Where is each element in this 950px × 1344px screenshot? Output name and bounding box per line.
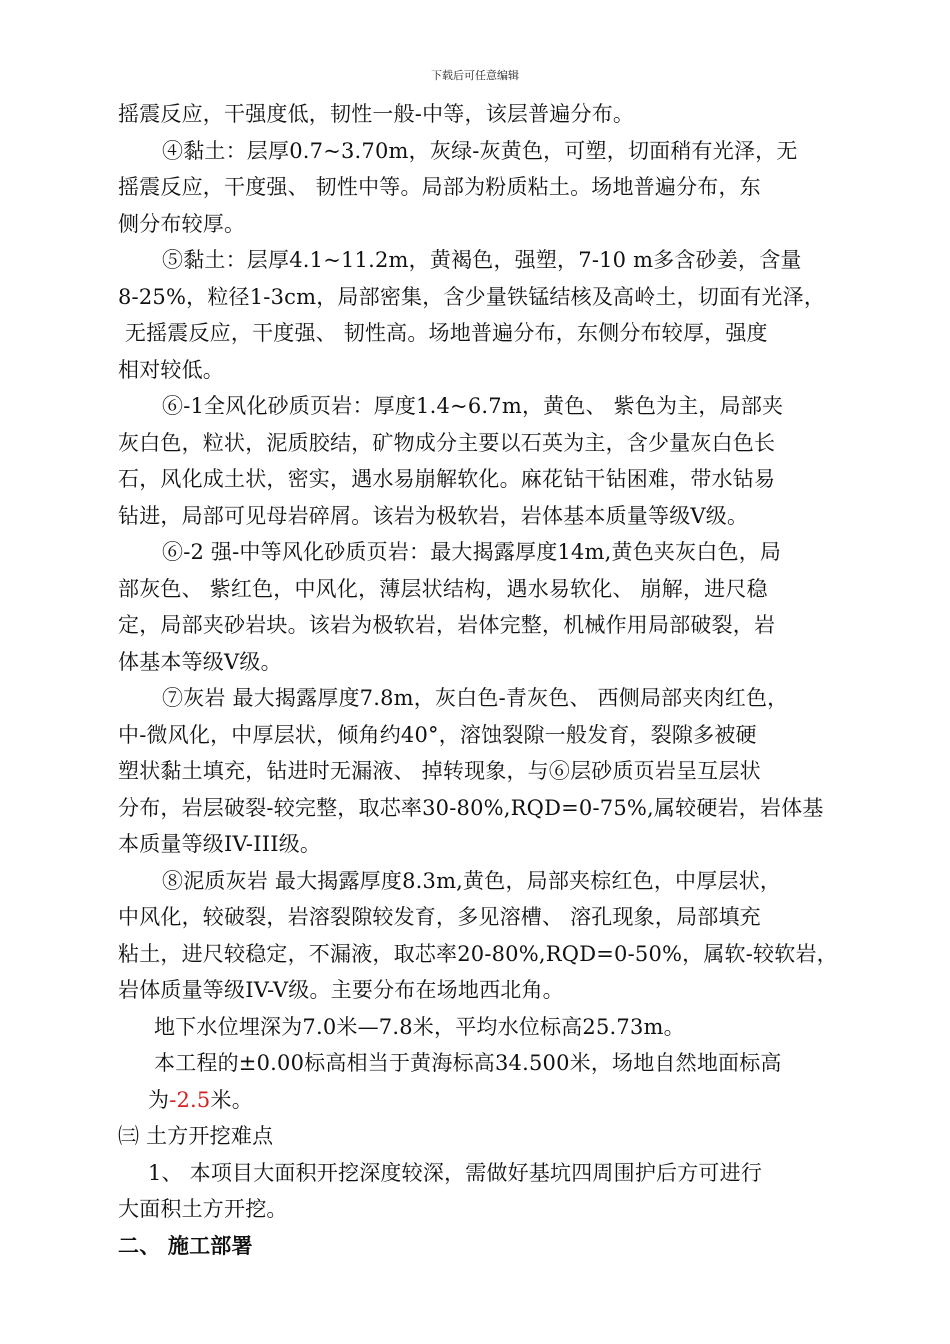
paragraph-line: ⑦灰岩 最大揭露厚度7.8m，灰白色-青灰色、 西侧局部夹肉红色， — [162, 686, 789, 710]
text-segment: 米。 — [210, 1087, 253, 1112]
paragraph-line: 塑状黏土填充，钻进时无漏液、 掉转现象，与⑥层砂质页岩呈互层状 — [118, 759, 761, 783]
paragraph-line: 定，局部夹砂岩块。该岩为极软岩，岩体完整，机械作用局部破裂，岩 — [118, 613, 776, 637]
paragraph-line: 摇震反应，干强度低，韧性一般-中等，该层普遍分布。 — [118, 102, 635, 126]
paragraph-line: 中-微风化，中厚层状，倾角约40°，溶蚀裂隙一般发育，裂隙多被硬 — [118, 722, 757, 747]
section-heading: 二、 施工部署 — [118, 1233, 253, 1258]
paragraph-line: 8-25%，粒径1-3cm，局部密集，含少量铁锰结核及高岭土，切面有光泽， — [118, 284, 826, 309]
paragraph-line: ⑥-1全风化砂质页岩：厚度1.4~6.7m，黄色、 紫色为主，局部夹 — [162, 394, 784, 418]
paragraph-line: 体基本等级Ⅴ级。 — [118, 649, 282, 674]
paragraph-line: 大面积土方开挖。 — [118, 1197, 288, 1221]
paragraph-line: 摇震反应，干度强、 韧性中等。局部为粉质粘土。场地普遍分布，东 — [118, 175, 761, 199]
paragraph-line: 1、 本项目大面积开挖深度较深，需做好基坑四周围护后方可进行 — [148, 1160, 763, 1185]
paragraph-line: 钻进，局部可见母岩碎屑。该岩为极软岩，岩体基本质量等级Ⅴ级。 — [118, 503, 749, 528]
elevation-value: -2.5 — [169, 1087, 211, 1112]
paragraph-line: 岩体质量等级IV-V级。主要分布在场地西北角。 — [118, 978, 564, 1002]
paragraph-line: 石，风化成土状，密实，遇水易崩解软化。麻花钻干钻困难，带水钻易 — [118, 467, 776, 491]
paragraph-line: 分布，岩层破裂-较完整，取芯率30-80%,RQD=0-75%,属较硬岩，岩体基 — [118, 795, 824, 820]
paragraph-line: ④黏土：层厚0.7~3.70m，灰绿-灰黄色，可塑，切面稍有光泽，无 — [162, 138, 798, 163]
paragraph-line: 部灰色、 紫红色，中风化，薄层状结构，遇水易软化、 崩解，进尺稳 — [118, 576, 768, 601]
document-body — [118, 96, 848, 1264]
paragraph-line — [118, 1082, 848, 1119]
paragraph-line: ⑧泥质灰岩 最大揭露厚度8.3m,黄色，局部夹棕红色，中厚层状， — [162, 868, 782, 893]
page-header: 下载后可任意编辑 — [431, 69, 519, 82]
paragraph-line: 中风化，较破裂，岩溶裂隙较发育，多见溶槽、 溶孔现象，局部填充 — [118, 905, 761, 929]
paragraph-line: 相对较低。 — [118, 357, 224, 382]
paragraph-line: 无摇震反应，干度强、 韧性高。场地普遍分布，东侧分布较厚，强度 — [118, 321, 768, 345]
paragraph-line: 灰白色，粒状，泥质胶结，矿物成分主要以石英为主，含少量灰白色长 — [118, 430, 776, 455]
text-segment: 为 — [148, 1087, 170, 1112]
paragraph-line: ⑤黏土：层厚4.1~11.2m，黄褐色，强塑，7-10 m多含砂姜，含量 — [162, 248, 802, 272]
paragraph-line: 侧分布较厚。 — [118, 211, 246, 236]
paragraph-line: ⑥-2 强-中等风化砂质页岩：最大揭露厚度14m,黄色夹灰白色，局 — [162, 540, 782, 564]
paragraph-line: 粘土，进尺较稳定，不漏液，取芯率20-80%,RQD=0-50%，属软-较软岩， — [118, 941, 838, 966]
paragraph-line: 本工程的±0.00标高相当于黄海标高34.500米，场地自然地面标高 — [154, 1051, 782, 1075]
paragraph-line: 本质量等级IV-III级。 — [118, 832, 322, 856]
section-subheading: ㈢ 土方开挖难点 — [118, 1124, 274, 1148]
paragraph-line: 地下水位埋深为7.0米—7.8米，平均水位标高25.73m。 — [154, 1014, 685, 1039]
